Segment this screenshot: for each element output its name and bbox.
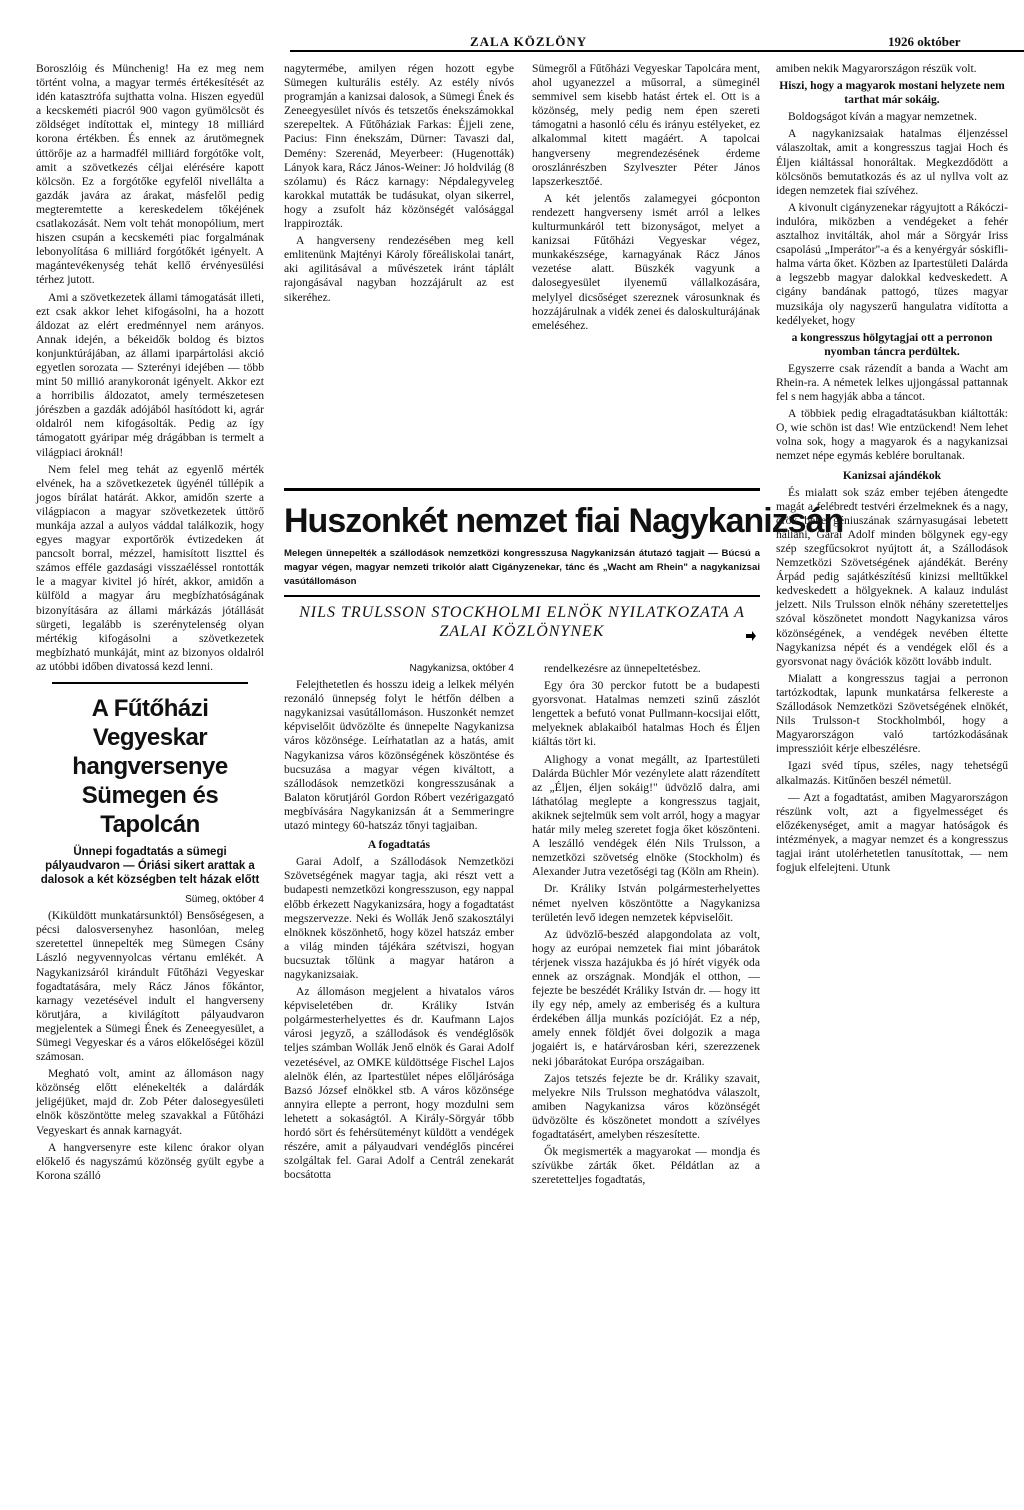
paragraph: Alighogy a vonat megállt, az Ipartestületi Dalárda Büchler Mór vezénylete alatt rázendített az „Éljen, éljen sokáig!" üdvözlő dalra, ami láthatólag meglepte a kongresszus tagjait, akiknek sejtelmük sem volt arról, hogy a magyar határ mily meleg szeretet fogja őket köszönteni. A leszálló vendégek élén Nils Trulsson, a nemzetközi szövetség elnöke (Stockholm) és Alexander Jutra vezetőségi tag (Köln am Rhein). bbox=[532, 752, 760, 879]
article-subheadline: Ünnepi fogadtatás a sümegi pályaudvaron — Óriási sikert arattak a dalosok a két községben telt házak előtt bbox=[40, 846, 260, 887]
paragraph: nagytermébe, amilyen régen hozott egybe Sümegen kulturális estély. Az estély nívós programján a kanizsai dalosok, a Sümegi Ének és Zeneegyesület nívós és tetszetős énekszámokkal szerepeltek. A Fűtőháziak Farkas: Éjjeli zene, Pacius: Finn énekszám, Dürner: Tavaszi dal, Demény: Szerenád, Meyerbeer: (Hugenották) Lányok kara, Rácz János-Weiner: Jó holdvilág (8 szólamu) és Rácz karnagy: Népdalegyveleg karokkal mutatták be tudásukat, olyan sikerrel, hogy a zsufolt ház közönségét valósággal lrappirozták. bbox=[284, 62, 514, 231]
paragraph: — Azt a fogadtatást, amiben Magyarországon részünk volt, azt a figyelmességet és előzékenységet, amit a magyar hatóságok és intézmények, a magyar nemzet és a kongresszus tagjai iránt utolérhetetlen tanusítottak, — nem fogjuk elfelejteni. Utunk bbox=[776, 790, 1008, 875]
paragraph: Mialatt a kongresszus tagjai a perronon tartózkodtak, lapunk munkatársa felkereste a Szállodások Nemzetközi Szövetségének elnökét, Nils Trulsson-t Stockholmból, hogy a Magyarországon való tartózkodásának impresszióit kérje elbeszélésre. bbox=[776, 671, 1008, 756]
paragraph: Garai Adolf, a Szállodások Nemzetközi Szövetségének magyar tagja, aki részt vett a budapesti nemzetközi kongresszuson, egy nappal előbb érkezett Nagykanizsára, hogy a fogadtatást megszervezze. Neki és Wollák Jenő szakosztályi elnöknek köszönhető, hogy közel hatszáz ember a világ minden tájékára szétviszi, hogyan bucsuztak tőlünk a magyar határon a nagykanizsaiak. bbox=[284, 855, 514, 981]
paragraph: Hiszi, hogy a magyarok mostani helyzete nem tarthat már sokáig. bbox=[779, 79, 1005, 107]
paragraph: Boldogságot kíván a magyar nemzetnek. bbox=[788, 110, 977, 124]
paragraph: Igazi svéd típus, széles, nagy tehetségű alkalmazás. Kitűnően beszél németül. bbox=[776, 759, 1008, 787]
paragraph: Az állomáson megjelent a hivatalos város képviseletében dr. Králiky István polgármesterhelyettes és dr. Kaufmann Lajos városi jegyző, a szállodások és vendéglősök teljes számban Wollák Jenő elnök és Garai Adolf vezetésével, az OMKE küldöttsége Fischel Lajos alelnök élén, az Ipartestület népes előljárósága Bazsó József elnökkel stb. A város közönsége annyira ellepte a perront, hogy mozdulni sem lehetett a sokaságtól. A Király-Sörgyár tőbb hordó sört és fehérsüteményt küldött a vendégek részére, amit a pályaudvari vendéglős pincérei szolgáltak fel. Garai Adolf a Centrál zenekarát bocsátotta bbox=[284, 985, 514, 1182]
column-2-lower bbox=[284, 662, 514, 1185]
issue-date: 1926 október bbox=[888, 34, 961, 49]
paragraph: Egy óra 30 perckor futott be a budapesti gyorsvonat. Hatalmas nemzeti szinű zászlót lengettek a befutó vonat Pullmann-kocsijai előtt, melyeknek ablakaiból hatalmas Hoch és Éljen kiáltás tört ki. bbox=[532, 679, 760, 749]
dateline: Sümeg, október 4 bbox=[185, 894, 264, 906]
paragraph: A kivonult cigányzenekar rágyujtott a Rákóczi-indulóra, miközben a vendégeket a fehér asztalhoz invitálták, ahol már a Sörgyár Iriss csapolású „Imperátor"-a és a kenyérgyár sóskifli-halma várta őket. Közben az Ipartestületi Dalárda a legszebb magyar dalokkal kedveskedett. A cigány bandának pattogó, tüzes magyar muzsikája oly nagyszerű hangulatra vidította a kedélyeket, hogy bbox=[776, 200, 1008, 327]
section-heading: Kanizsai ajándékok bbox=[842, 468, 942, 482]
pointing-hand-icon bbox=[745, 630, 757, 642]
paragraph: Zajos tetszés fejezte be dr. Králiky szavait, melyekre Nils Trulsson meghatódva válaszolt, amiben Nagykanizsa város közönségét üdvözölte és köszönetet mondott a szívélyes fogadtatásért, amelyben részesítette. bbox=[532, 1071, 760, 1141]
wide-article-header bbox=[284, 488, 844, 641]
paragraph: Nem felel meg tehát az egyenlő mérték elvének, ha a szövetkezetek ügyénél túllépik a jogos bírálat határát. Akkor, amidőn szerte a világpiacon a magyar szövetkezetek úttörő munkája azzal a aulyos váddal találkozik, hogy egyes magyar exportőrök évtizedeken át pancsolt borral, mézzel, hamisított liszttel és számos efféle gazdasági visszaéléssel rontották le a magyar kivitel jó hírét, akkor, amidőn a külföld a magyar áru megbízhatóságának bizonyítására az állami márkázás jótállását sürgeti, legalább is szerénytelenség olyan mértékig kifogásolni a szövetkezetek megbízható munkáját, mint az bizonyos oldalról az utóbbi időben divatossá kezd lenni. bbox=[36, 462, 264, 673]
column-2 bbox=[284, 62, 514, 308]
paragraph: És mialatt sok száz ember tejében átengedte magát a felébredt testvéri érzelmeknek és a nagy, örök béke géniuszának szárnyasugásai lebetett hallani, Garai Adolf minden bölgynek egy-egy szép szegfűcsokrot nyújtott át, a Szállodások Nemzetközi Szövetségének ajándékát. Berény Árpád pedig sajátkészítésű kinizsi melltűkkel kedveskedett a hölgyeknek. A kalauz indulást jelzett. Nils Trulsson elnök néhány szeretetteljes szóval köszönetet mondott Nagykanizsa város közönségének, a vendégek nevében éltette Nagykanizsa népét és a vendégek elől és a gyorsvonat nagy övációk között lovább indult. bbox=[776, 485, 1008, 668]
page-header bbox=[0, 0, 1024, 50]
paragraph: Ami a szövetkezetek állami támogatását illeti, ezt csak akkor lehet kifogásolni, ha a hozott áldozat az elért eredménnyel nem arányos. Annak idején, a békeidők boldog és biztos konjunktúrájában, az állami iparpártolási akció egyetlen sorozata — Szterényi idejében — több mint 50 millió aranykoronát igényelt. Akkor ezt a horribilis áldozatot, amely természetesen jórészben a gazdák adójából hasítódott ki, agrár oldalról nem kifogásolták. Pedig az így támogatott gyáripar még drágábban is termelt a világpiaci ároknál! bbox=[36, 290, 264, 459]
paragraph: Boroszlóig és Münchenig! Ha ez meg nem történt volna, a magyar termés értékesítését az idén katasztrófa sujthatta volna. Hiszen egyedül a kecskeméti piacról 900 vagon gyümölcsöt és zöldséget indítottak el, mintegy 18 milliárd korona értékben. És ennek az árutömegnek úttörője az a harmadfél milliárd forgótőke volt, amit a szövetkezés céljai elérésére kapott kölcsön. Ez a forgótőke egyfelől nivellálta a gazdák javára az árakat, másfelől pedig megteremtette a kereskedelem tőkéjének csatlakozását. Nem volt tehát monopólium, mert hiszen csupán a kecskeméti piac forgalmának lebonyolítása 6 milliárd forgótőkét igényelt. A magántevékenység tehát kellő érvényesülési térhez jutott. bbox=[36, 62, 264, 287]
paragraph: Felejthetetlen és hosszu ideig a lelkek mélyén rezonáló ünnepség folyt le hétfőn délben a nagykanizsai vasútállomáson. Huszonkét nemzet képviselőit üdvözölte és ünnepelte Nagykanizsa város közönsége. Leírhatatlan az a hatás, amit Nagykanizsa város közönségének köszöntése és bucsuzása a magyar végen kiváltott, a szállodások nemzetközi kongresszusának a Balaton körutjáról Gordon Róbert vezérigazgató megbívására Nagykanizsán át a Semmeringre utazó mintegy 60-hatszáz tőnyi tagjaiban. bbox=[284, 678, 514, 833]
header-rule bbox=[290, 50, 1024, 52]
paragraph: (Kiküldött munkatársunktól) Bensőségesen, a pécsi dalosversenyhez hasonlóan, meleg szeretettel ünnepelték meg Sümegen Csány László negyvennyolcas vértanu emlékét. A Nagykanizsáról kirándult Fűtőházi Vegyeskar fogadtatására, mely Rácz János főkántor, karnagy vezetésével indult el hangverseny körutjára, a kivilágított pályaudvaron megjelentek a Sümegi Ének és Zeneegyesület, a Sümegi Vegyeskar és a város előkelőségei közül számosan. bbox=[36, 909, 264, 1064]
paragraph: Megható volt, amint az állomáson nagy közönség előtt elénekelték a dalárdák jeligéjüket, majd dr. Zob Péter dalosegyesületi elnök köszöntötte meleg szavakkal a Fűtőházi Vegyeskart és annak karnagyát. bbox=[36, 1067, 264, 1137]
wide-headline: Huszonkét nemzet fiai Nagykanizsán bbox=[284, 502, 844, 540]
section-heading: A fogadtatás bbox=[367, 838, 431, 852]
divider bbox=[284, 595, 760, 597]
divider bbox=[52, 682, 248, 684]
column-4 bbox=[776, 62, 1008, 878]
paragraph: rendelkezésre az ünnepeltetésbez. bbox=[544, 662, 701, 675]
dateline: Nagykanizsa, október 4 bbox=[409, 663, 514, 674]
paragraph: Sümegről a Fűtőházi Vegyeskar Tapolcára ment, ahol ugyanezzel a műsorral, a sümeginél semmivel sem kisebb hatást értek el. Ott is a közönség, mely pedig nem épen szereti támogatni a hasonló célu és irányu estélyeket, ez alkalommal kitett magáért. A tapolcai hangverseny megrendezésének érdeme oroszlánrészben Szylveszter Péter János lapszerkesztőé. bbox=[532, 62, 760, 188]
paragraph: amiben nekik Magyarországon részük volt. bbox=[776, 62, 977, 75]
paragraph: A többiek pedig elragadtatásukban kiáltották: O, wie schön ist das! Wie entzückend! Nem lehet volna sok, hogy a magyarok és a nagykanizsai nemzet népe egymás keblére borultanak. bbox=[776, 407, 1008, 463]
column-3 bbox=[532, 62, 760, 336]
paragraph: Ők megismerték a magyarokat — mondja és szívükbe zárták őket. Példátlan az a szeretetteljes fogadtatás, bbox=[532, 1145, 760, 1187]
article-headline: A Fűtőházi Vegyeskar hangversenye Sümegen és Tapolcán bbox=[72, 695, 228, 839]
masthead: ZALA KÖZLÖNY bbox=[470, 34, 588, 49]
column-1 bbox=[36, 62, 264, 1186]
divider bbox=[284, 488, 760, 491]
interview-headline: NILS TRULSSON STOCKHOLMI ELNÖK NYILATKOZATA A ZALAI KÖZLÖNYNEK bbox=[299, 604, 745, 640]
paragraph: A nagykanizsaiak hatalmas éljenzéssel válaszoltak, amit a kongresszus tagjai Hoch és Éljen kiáltással honoráltak. Megkezdődött a kölcsönös bemutatkozás és az ul nyllva volt az idegen nemzetek fiai szívéhez. bbox=[776, 127, 1008, 197]
paragraph: a kongresszus hölgytagjai ott a perronon nyomban táncra perdültek. bbox=[791, 330, 993, 358]
paragraph: A hangversenyre este kilenc órakor olyan előkelő és nagyszámú közönség gyült egybe a Korona szálló bbox=[36, 1140, 264, 1182]
wide-subheadline: Melegen ünnepelték a szállodások nemzetközi kongresszusa Nagykanizsán átutazó tagjait — Búcsú a magyar végen, magyar nemzeti trikolór alatt Cigányzenekar, tánc és „Wacht am Rhein" a nagykanizsai vasútállomáson bbox=[284, 548, 760, 587]
paragraph: Az üdvözlő-beszéd alapgondolata az volt, hogy az európai nemzetek fiai mint jóbarátok térjenek vissza hazájukba és jó hírét vigyék oda ennek az országnak. Mondják el otthon, — fejezte be beszédét Králiky István dr. — hogy itt ily egy nép, amely az emberiség és a kultura érdekében állja munkás pozícióját. Ez a nép, amely ennek földjét ővei dolgozik a maga jogaiért is, e határvárosban kéri, szerezzenek neki jóbarátokat Európa országaiban. bbox=[532, 927, 760, 1068]
paragraph: Dr. Králiky István polgármesterhelyettes német nyelven köszöntötte a Nagykanizsa területén levő idegen nemzetek képviselőit. bbox=[532, 882, 760, 924]
paragraph: Egyszerre csak rázendít a banda a Wacht am Rhein-ra. A németek lelkes ujjongással pattannak fel s nem hagyják abba a táncot. bbox=[776, 361, 1008, 404]
column-3-lower bbox=[532, 662, 760, 1190]
paragraph: A hangverseny rendezésében meg kell emlitenünk Majtényi Károly főreáliskolai tanárt, aki agilitásával a művészetek iránt táplált rajongásával nagyban hozzájárult az est sikeréhez. bbox=[284, 234, 514, 304]
paragraph: A két jelentős zalamegyei gócponton rendezett hangverseny ismét arról a lelkes kulturmunkáról tett bizonyságot, melyet a kanizsai Fűtőházi Vegyeskar végez, munkakészsége, karnagyának Rácz János vezetése alatt. Büszkék vagyunk a dalosegyesület ilyenemű vállalkozására, melylyel dicsőséget szereznek városunknak és hozzájárulnak a vidék zenei és daloskulturájának emeléséhez. bbox=[532, 191, 760, 332]
